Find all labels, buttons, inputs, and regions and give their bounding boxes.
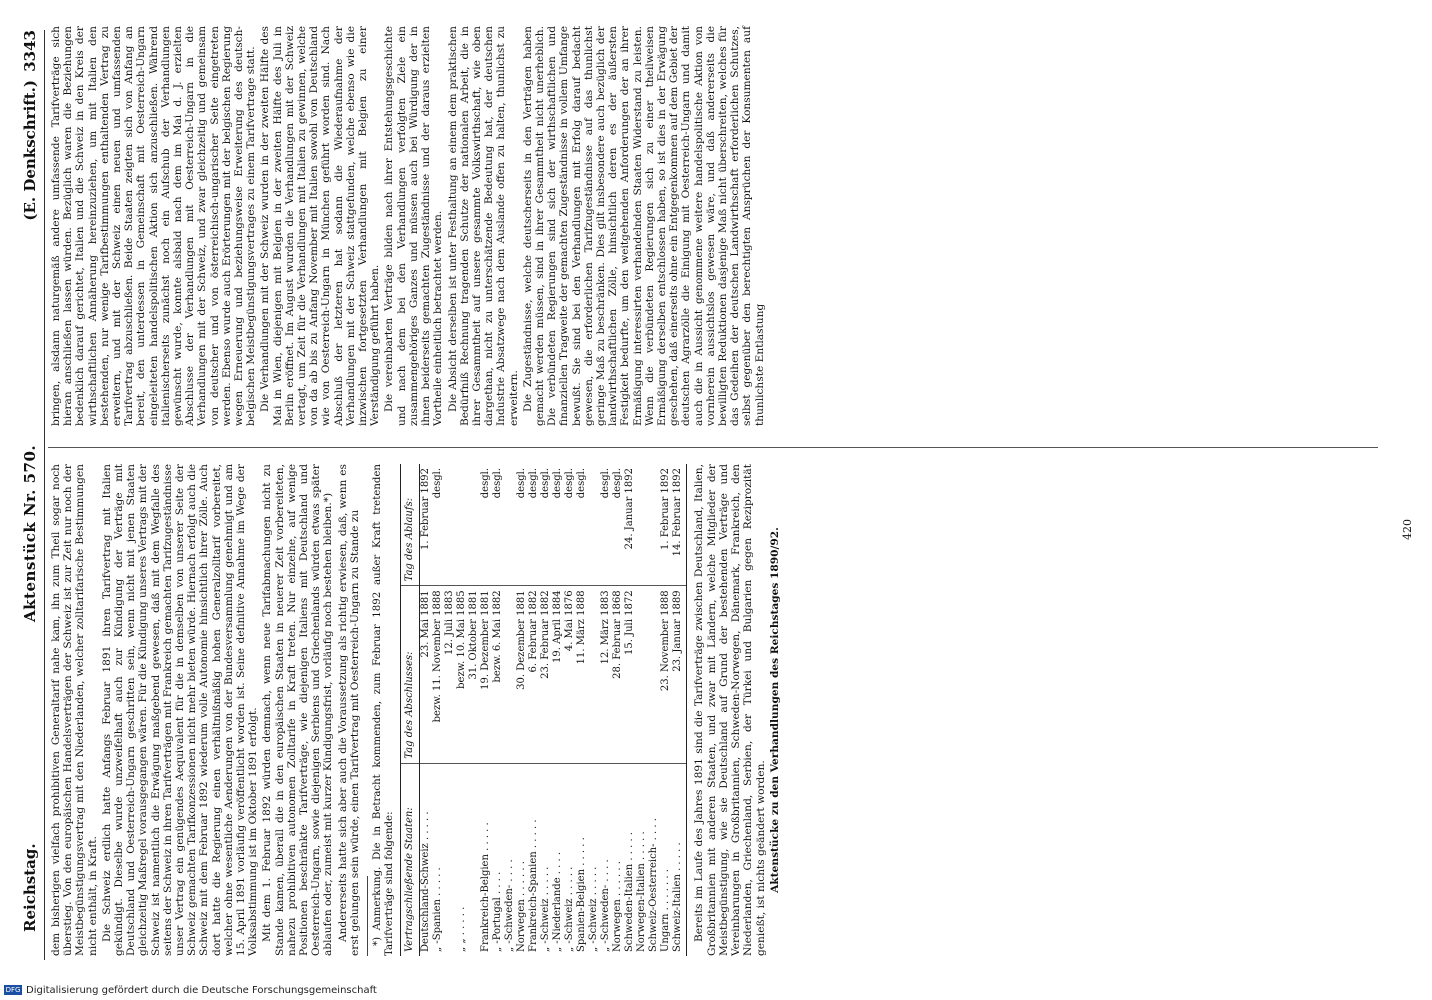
- cell-expiry: [636, 464, 648, 586]
- cell-expiry: desgl.: [564, 464, 576, 586]
- table-row: [504, 464, 516, 956]
- header-page-number: 3343: [21, 30, 39, 72]
- table-row: [480, 464, 492, 956]
- column-header-concluded: Tag des Abschlusses:: [401, 586, 420, 763]
- treaty-table: [400, 464, 687, 956]
- digitization-note: Digitalisierung gefördert durch die Deutsche Forschungsgemeinschaft: [26, 985, 377, 996]
- table-row: [516, 464, 528, 956]
- column-header-states: Vertragschließende Staaten:: [401, 763, 420, 956]
- header-center: Aktenstück Nr. 570.: [21, 444, 39, 622]
- cell-concluded: [588, 586, 600, 763]
- cell-states: „ -Schweiz . . . . .: [588, 866, 600, 952]
- cell-concluded: 23. Februar 1882: [540, 586, 552, 763]
- table-row: [456, 464, 468, 956]
- cell-concluded: 12. März 1883: [600, 586, 612, 763]
- paragraph: Bereits im Laufe des Jahres 1891 sind die Tarifverträge zwischen Deutschland, Italien, Großbritannien mit anderen Staaten, und zwar mit Ländern, welche Mitglieder der Meistbegünstigung, wie sie Deutschland auf Grund der bestehenden Verträge und Vereinbarungen in Großbritannien, Schweden-Norwegen, Dänemark, Frankreich, den Niederlanden, Griechenland, Serbien, der Türkei und Bulgarien gegen Reziprozität genießt, ist nichts geändert worden.: [693, 464, 767, 956]
- table-row: [492, 464, 504, 956]
- paragraph: bringen, alsdann naturgemäß andere umfassende Tarifverträge sich hieran anschließen lassen würden. Bezüglich waren die Beziehungen bedenklich darauf gerichtet, Italien und die Schweiz in den Kreis der wirthschaftlichen Annäherung hereinzuziehen, um mit Italien den bestehenden, nur wenige Tarifbestimmungen enthaltenden Vertrag zu erweitern, und mit der Schweiz einen neuen und umfassenden Tarifvertrag abzuschließen. Beide Staaten zeigten sich von Anfang an bereit, den unterdessen in Gemeinschaft mit Oesterreich-Ungarn eingeleiteten handelspolitischen Aktion sich anzuschließen. Während italienischerseits zunächst noch ein Aufschub der Verhandlungen gewünscht wurde, konnte alsbald nach dem im Mai d. J. erzielten Abschlusse der Verhandlungen mit Oesterreich-Ungarn in die Verhandlungen mit der Schweiz, und zwar gleichzeitig und gemeinsam von deutscher und von österreichisch-ungarischer Seite eingetreten werden. Ebenso wurde auch Erörterungen mit der belgischen Regierung wegen Erneuerung und beziehungsweise Erweiterung des deutsch-belgischen Meistbegünstigungsvertrages zu einem Tarifvertrage statt.: [50, 26, 258, 426]
- footnote-text: *) Anmerkung. Die in Betracht kommenden, zum Februar 1892 außer Kraft tretenden Tarifverträge sind folgende:: [372, 464, 396, 956]
- dfg-logo: DFG: [5, 986, 21, 994]
- page-number: 420: [1401, 519, 1414, 540]
- table-row: [432, 464, 444, 956]
- cell-states: Norwegen . . . . . .: [612, 861, 624, 952]
- paragraph: Andererseits hatte sich aber auch die Voraussetzung als richtig erwiesen, daß, wenn es erst gelungen sein würde, einen Tarifvertrag mit Oesterreich-Ungarn zu Stande zu: [336, 464, 361, 956]
- table-row: [660, 464, 672, 956]
- cell-concluded: 23. Mai 1881: [420, 586, 433, 763]
- header-left: Reichstag.: [21, 843, 39, 932]
- cell-expiry: [444, 464, 456, 586]
- cell-concluded: [504, 586, 516, 763]
- table-row: [636, 464, 648, 956]
- cell-states: „ -Niederlande . . . .: [552, 851, 564, 952]
- cell-states: „ -Spanien . . . . .: [432, 867, 444, 952]
- page-header: [20, 30, 40, 962]
- table-header-row: [401, 464, 420, 956]
- cell-concluded: 28. Februar 1868: [612, 586, 624, 763]
- cell-states: Deutschland-Schweiz . . . . .: [420, 811, 432, 952]
- paragraph: Die Absicht derselben ist unter Festhaltung an einem dem praktischen Bedürfniß Rechnung tragenden Schutze der nationalen Arbeit, die in ihrer Gesammtheit auf unsere gesammte Volkswirthschaft, wie oben dargethan, nicht zu unterschätzende Bedeutung hat, der deutschen Industrie Absatzwege nach dem Auslande offen zu halten, thunlichst zu erweitern.: [446, 26, 520, 426]
- cell-states: Ungarn . . . . . . .: [660, 869, 672, 952]
- cell-concluded: 11. März 1888: [576, 586, 588, 763]
- cell-states: Schweiz-Italien . . . . .: [672, 763, 687, 956]
- table-row: [528, 464, 540, 956]
- cell-expiry: 24. Januar 1892: [624, 464, 636, 586]
- paragraph: dem bisherigen vielfach prohibitiven Generaltarif nahe kam, ihn zum Theil sogar noch überstieg. Von den europäischen Handelsverträgen der Schweiz ist zur Zeit nur noch der Meistbegünstigungsvertrag mit den Niederlanden, welcher zolltarifarische Bestimmungen nicht enthält, in Kraft.: [50, 464, 99, 956]
- table-row: [564, 464, 576, 956]
- cell-states: Frankreich-Belgien . . . . .: [480, 822, 492, 952]
- cell-expiry: desgl.: [480, 464, 492, 586]
- header-right: (E. Denkschrift.): [21, 80, 39, 221]
- table-row: [588, 464, 600, 956]
- cell-expiry: [504, 464, 516, 586]
- table-row: [468, 464, 480, 956]
- table-row: [612, 464, 624, 956]
- cell-expiry: 1. Februar 1892: [420, 464, 433, 586]
- cell-concluded: 31. Oktober 1881: [468, 586, 480, 763]
- footnote-rule: [367, 876, 368, 956]
- cell-concluded: 23. Januar 1889: [672, 586, 687, 763]
- column-separator: [48, 447, 1378, 448]
- paragraph: Die Zugeständnisse, welche deutscherseits in den Verträgen haben gemacht werden müssen, sind in ihrer Gesammtheit nicht unerheblich. Die verbündeten Regierungen sind sich der wirthschaftlichen und finanziellen Tragweite der gemachten Zugeständnisse in vollem Umfange bewußt. Sie sind bei den Verhandlungen mit Erfolg darauf bedacht gewesen, die erforderlichen Tarifzugeständnisse auf das thunlichst geringe Maß zu beschränken. Dies gilt insbesondere auch bezüglich der landwirthschaftlichen Zölle, hinsichtlich deren es der äußersten Festigkeit bedurfte, um den weitgehenden Anforderungen der an ihrer Ermäßigung interessirten verhandelnden Staaten Widerstand zu leisten. Wenn die verbündeten Regierungen sich zu einer theilweisen Ermäßigung derselben entschlossen haben, so ist dies in der Erwägung geschehen, daß einerseits ohne ein Entgegenkommen auf dem Gebiet der deutschen Agrarzölle die Einigung mit Oesterreich-Ungarn und damit auch die in Aussicht genommene weitere handelspolitische Aktion von vornherein aussichtslos gewesen wäre, und daß andererseits die bewilligten Reduktionen dasjenige Maß nicht überschreiten, welches für das Gedeihen der deutschen Landwirthschaft erforderlichen Schutzes, selbst gegenüber den berechtigten Ansprüchen der Konsumenten auf thunlichste Entlastung: [521, 26, 766, 426]
- cell-expiry: 1. Februar 1892: [660, 464, 672, 586]
- cell-expiry: desgl.: [432, 464, 444, 586]
- cell-expiry: desgl.: [600, 464, 612, 586]
- column-header-expiry: Tag des Ablaufs:: [401, 464, 420, 586]
- cell-expiry: desgl.: [576, 464, 588, 586]
- right-column: [50, 26, 1010, 426]
- left-column: [50, 464, 950, 956]
- header-rule: [44, 30, 45, 960]
- table-row: [624, 464, 636, 956]
- cell-concluded: 19. Dezember 1881: [480, 586, 492, 763]
- cell-expiry: [648, 464, 660, 586]
- cell-expiry: desgl.: [612, 464, 624, 586]
- cell-concluded: [636, 586, 648, 763]
- footnote: [372, 464, 396, 956]
- cell-concluded: bezw. 10. Mai 1885: [456, 586, 468, 763]
- paragraph: Die Schweiz erdlich hatte Anfangs Februar 1891 ihren Tarifvertrag mit Italien gekündigt. Dieselbe wurde unzweifelhaft auch zur Kündigung der Verträge mit Deutschland und Oesterreich-Ungarn geschritten sein, wenn nicht mit jenen Staaten gleichzeitig Maßregel vorausgegangen wären. Für die Kündigung unseres Vertrags mit der Schweiz ist namentlich die Erwägung maßgebend gewesen, daß mit dem Wegfalle des seitens der Schweiz in ihren Tarifverträgen mit Frankreich gemachten Tarifzugeständnisse unser Vertrag ein genügendes Aequivalent für die in demselben von unserer Seite der Schweiz gemachten Tarifkonzessionen nicht mehr bieten würde. Hiernach erfolgt auch die Schweiz mit dem Februar 1892 wiederum volle Autonomie hinsichtlich ihrer Zölle. Auch dort hatte die Regierung einen verhältnißmäßig hohen Generalzolltarif vorbereitet, welcher ohne wesentliche Aenderungen von der Bundesversammlung genehmigt und am 15. April 1891 vorläufig veröffentlicht worden ist. Seine definitive Annahme im Wege der Volksabstimmung ist im Oktober 1891 erfolgt.: [100, 464, 260, 956]
- paragraph: Mit dem 1. Februar 1892 würden demnach, wenn neue Tarifabmachungen nicht zu Stande kamen, überall die in den europäischen Staaten in neuerer Zeit vorbereiteten, nahezu prohibitiven autonomen Zolltarife in Kraft treten. Nur einzelne, auf wenige Positionen beschränkte Tarifverträge, wie diejenigen Italiens mit Deutschland und Oesterreich-Ungarn, sowie diejenigen Serbiens und Griechenlands würden etwas später ablaufen oder, zumeist mit kurzer Kündigungsfrist, vorläufig noch bestehen bleiben.*): [261, 464, 335, 956]
- cell-concluded: 19. April 1884: [552, 586, 564, 763]
- cell-states: Norwegen-Italien . . . . .: [636, 831, 648, 952]
- cell-states: Schweiz-Oesterreich- . . . .: [648, 818, 660, 952]
- cell-states: Schweden-Italien . . . . .: [624, 832, 636, 952]
- cell-states: [444, 763, 456, 956]
- cell-concluded: 23. November 1888: [660, 586, 672, 763]
- cell-expiry: desgl.: [552, 464, 564, 586]
- cell-states: Frankreich-Spanien . . . . .: [528, 819, 540, 952]
- appendix-title: Aktenstücke zu den Verhandlungen des Reichstages 1890/92.: [768, 527, 781, 893]
- cell-states: „ -Schweden- . . . .: [600, 859, 612, 952]
- cell-concluded: bezw. 11. November 1888: [432, 586, 444, 763]
- cell-states: „ -Schweiz . . . . .: [540, 866, 552, 952]
- cell-states: [468, 763, 480, 956]
- cell-expiry: desgl.: [516, 464, 528, 586]
- paragraph: Die Verhandlungen mit der Schweiz wurden in der zweiten Hälfte des Mai in Wien, diejenigen mit Belgien in der zweiten Hälfte des Juli in Berlin eröffnet. Im August wurden die Verhandlungen mit der Schweiz vertagt, um Zeit für die Verhandlungen mit Italien zu gewinnen, welche von da ab bis zu Anfang November mit Italien sowohl von Deutschland wie von Oesterreich-Ungarn in München geführt worden sind. Nach Abschluß der letzteren hat sodann die Wiederaufnahme der Verhandlungen mit der Schweiz stattgefunden, welche ebenso wie die inzwischen fortgesetzten Verhandlungen mit Belgien zu einer Verständigung geführt haben.: [259, 26, 382, 426]
- cell-concluded: bezw. 6. Mai 1882: [492, 586, 504, 763]
- table-row: [672, 464, 687, 956]
- table-row: [576, 464, 588, 956]
- paragraph: Die vereinbarten Verträge bilden nach ihrer Entstehungsgeschichte und nach dem bei den Verhandlungen verfolgten Ziele ein zusammengehöriges Ganzes und müssen auch bei Würdigung der in ihnen beiderseits gemachten Zugeständnisse und der daraus erzielten Vortheile einheitlich betrachtet werden.: [383, 26, 445, 426]
- table-row: [444, 464, 456, 956]
- cell-concluded: 12. Juli 1883: [444, 586, 456, 763]
- cell-concluded: [648, 586, 660, 763]
- cell-states: „ „ . . . . .: [456, 906, 468, 952]
- table-row: [648, 464, 660, 956]
- cell-states: „ -Portugal . . . .: [492, 871, 504, 952]
- cell-states: Norwegen . . . . . .: [516, 861, 528, 952]
- cell-concluded: 15. Juli 1872: [624, 586, 636, 763]
- cell-expiry: [456, 464, 468, 586]
- cell-states: „ -Schweden- . . . .: [504, 859, 516, 952]
- cell-states: „ -Schweiz . . . . .: [564, 866, 576, 952]
- cell-expiry: 14. Februar 1892: [672, 464, 687, 586]
- table-row: [420, 464, 433, 956]
- cell-expiry: [468, 464, 480, 586]
- digitization-footer: [4, 984, 564, 998]
- cell-expiry: [588, 464, 600, 586]
- after-table-section: [693, 464, 780, 956]
- cell-states: Spanien-Belgien . . . . .: [576, 837, 588, 952]
- table-row: [552, 464, 564, 956]
- cell-concluded: 6. Februar 1882: [528, 586, 540, 763]
- cell-expiry: desgl.: [528, 464, 540, 586]
- table-row: [540, 464, 552, 956]
- table-row: [600, 464, 612, 956]
- cell-expiry: desgl.: [540, 464, 552, 586]
- cell-concluded: 4. Mai 1876: [564, 586, 576, 763]
- cell-expiry: desgl.: [492, 464, 504, 586]
- cell-concluded: 30. Dezember 1881: [516, 586, 528, 763]
